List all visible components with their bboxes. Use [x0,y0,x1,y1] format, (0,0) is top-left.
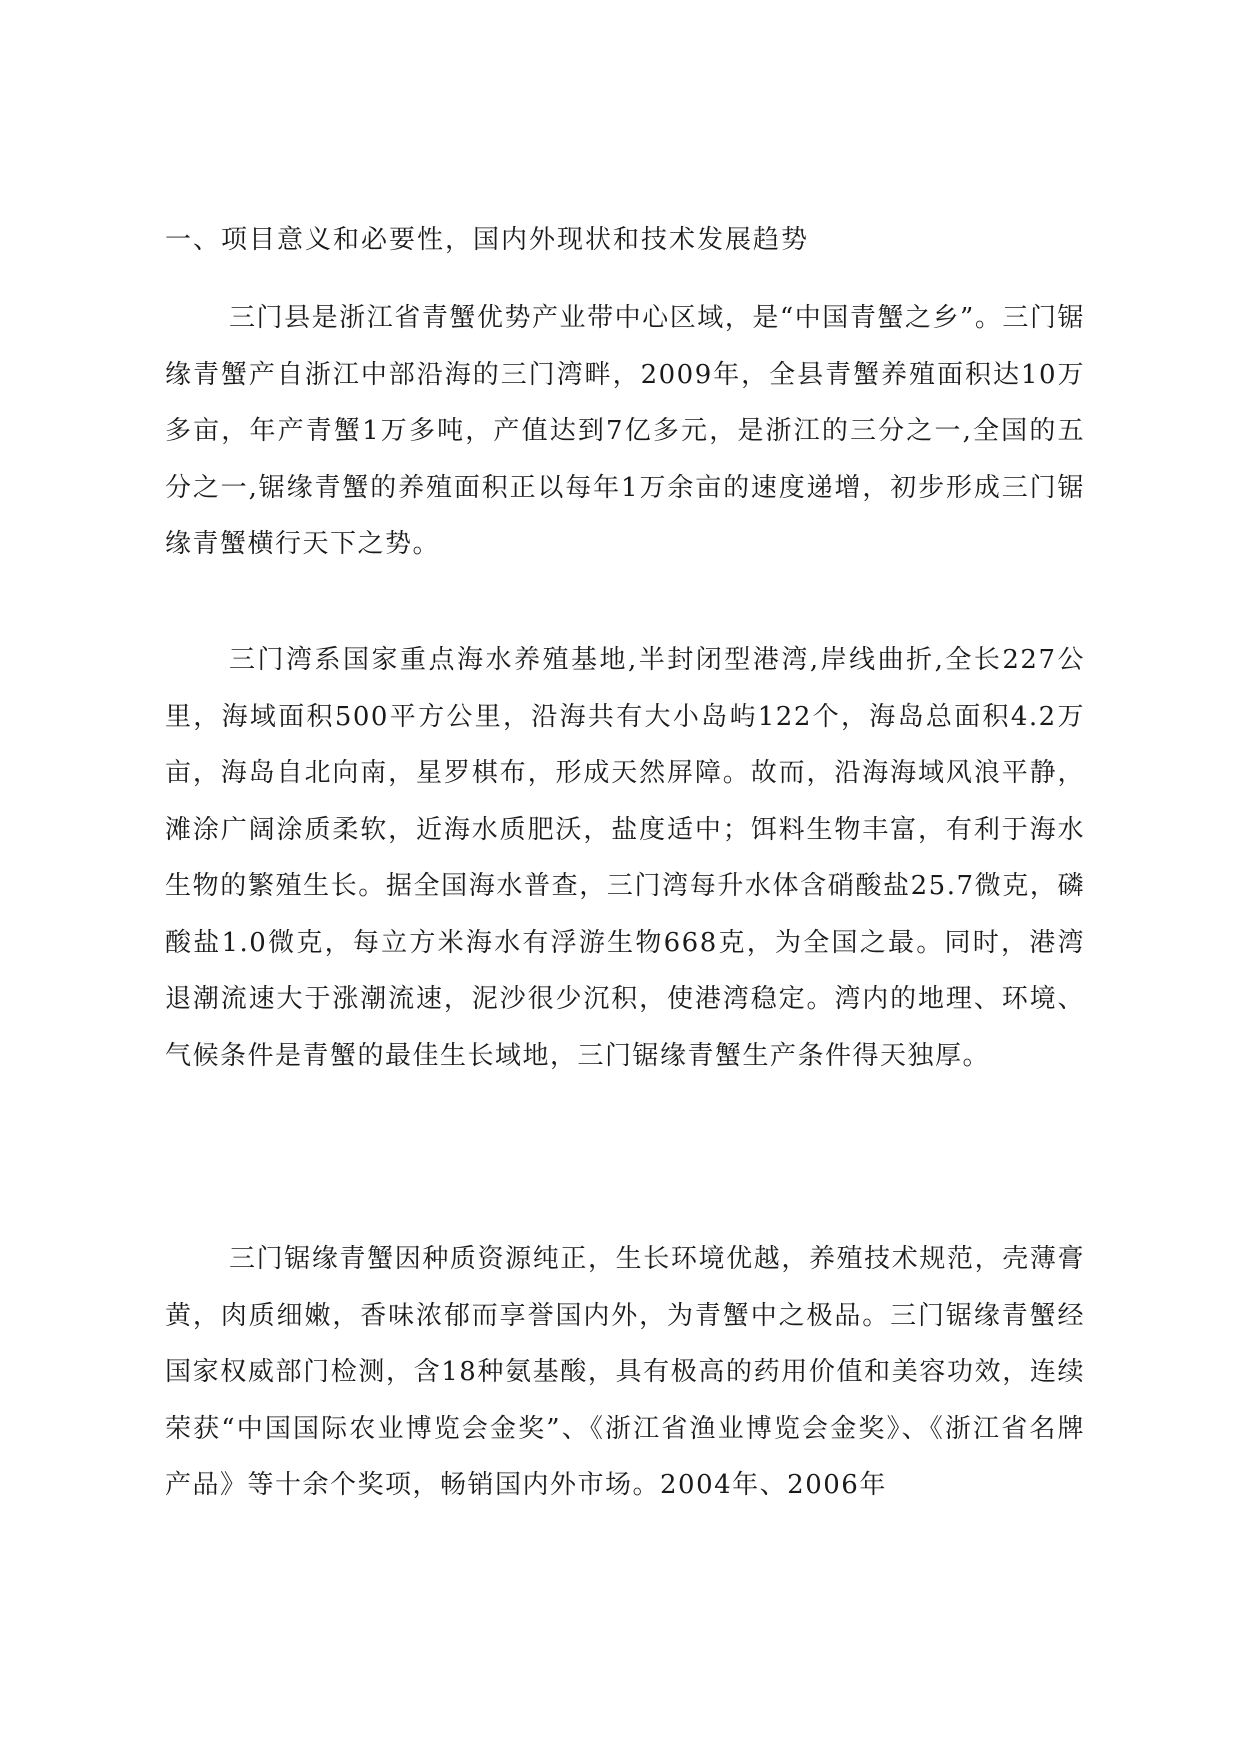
paragraph-product-quality: 三门锯缘青蟹因种质资源纯正，生长环境优越，养殖技术规范，壳薄膏黄，肉质细嫩，香味浓郁而享誉国内外，为青蟹中之极品。三门锯缘青蟹经国家权威部门检测，含18种氨基酸，具有极高的药用价值和美容功效，连续荣获“中国国际农业博览会金奖”、《浙江省渔业博览会金奖》、《浙江省名牌产品》等十余个奖项，畅销国内外市场。2004年、2006年 [165,1244,1085,1500]
paragraph-industry-overview: 三门县是浙江省青蟹优势产业带中心区域，是“中国青蟹之乡”。三门锯缘青蟹产自浙江中部沿海的三门湾畔，2009年，全县青蟹养殖面积达10万多亩，年产青蟹1万多吨，产值达到7亿多元，是浙江的三分之一,全国的五分之一,锯缘青蟹的养殖面积正以每年1万余亩的速度递增，初步形成三门锯缘青蟹横行天下之势。 [165,303,1085,559]
section-heading: 一、项目意义和必要性，国内外现状和技术发展趋势 [165,225,810,255]
paragraph-bay-environment: 三门湾系国家重点海水养殖基地,半封闭型港湾,岸线曲折,全长227公里，海域面积500平方公里，沿海共有大小岛屿122个，海岛总面积4.2万亩，海岛自北向南，星罗棋布，形成天然屏障。故而，沿海海域风浪平静，滩涂广阔涂质柔软，近海水质肥沃，盐度适中；饵料生物丰富，有利于海水生物的繁殖生长。据全国海水普查，三门湾每升水体含硝酸盐25.7微克，磷酸盐1.0微克，每立方米海水有浮游生物668克，为全国之最。同时，港湾退潮流速大于涨潮流速，泥沙很少沉积，使港湾稳定。湾内的地理、环境、气候条件是青蟹的最佳生长域地，三门锯缘青蟹生产条件得天独厚。 [165,645,1085,1071]
